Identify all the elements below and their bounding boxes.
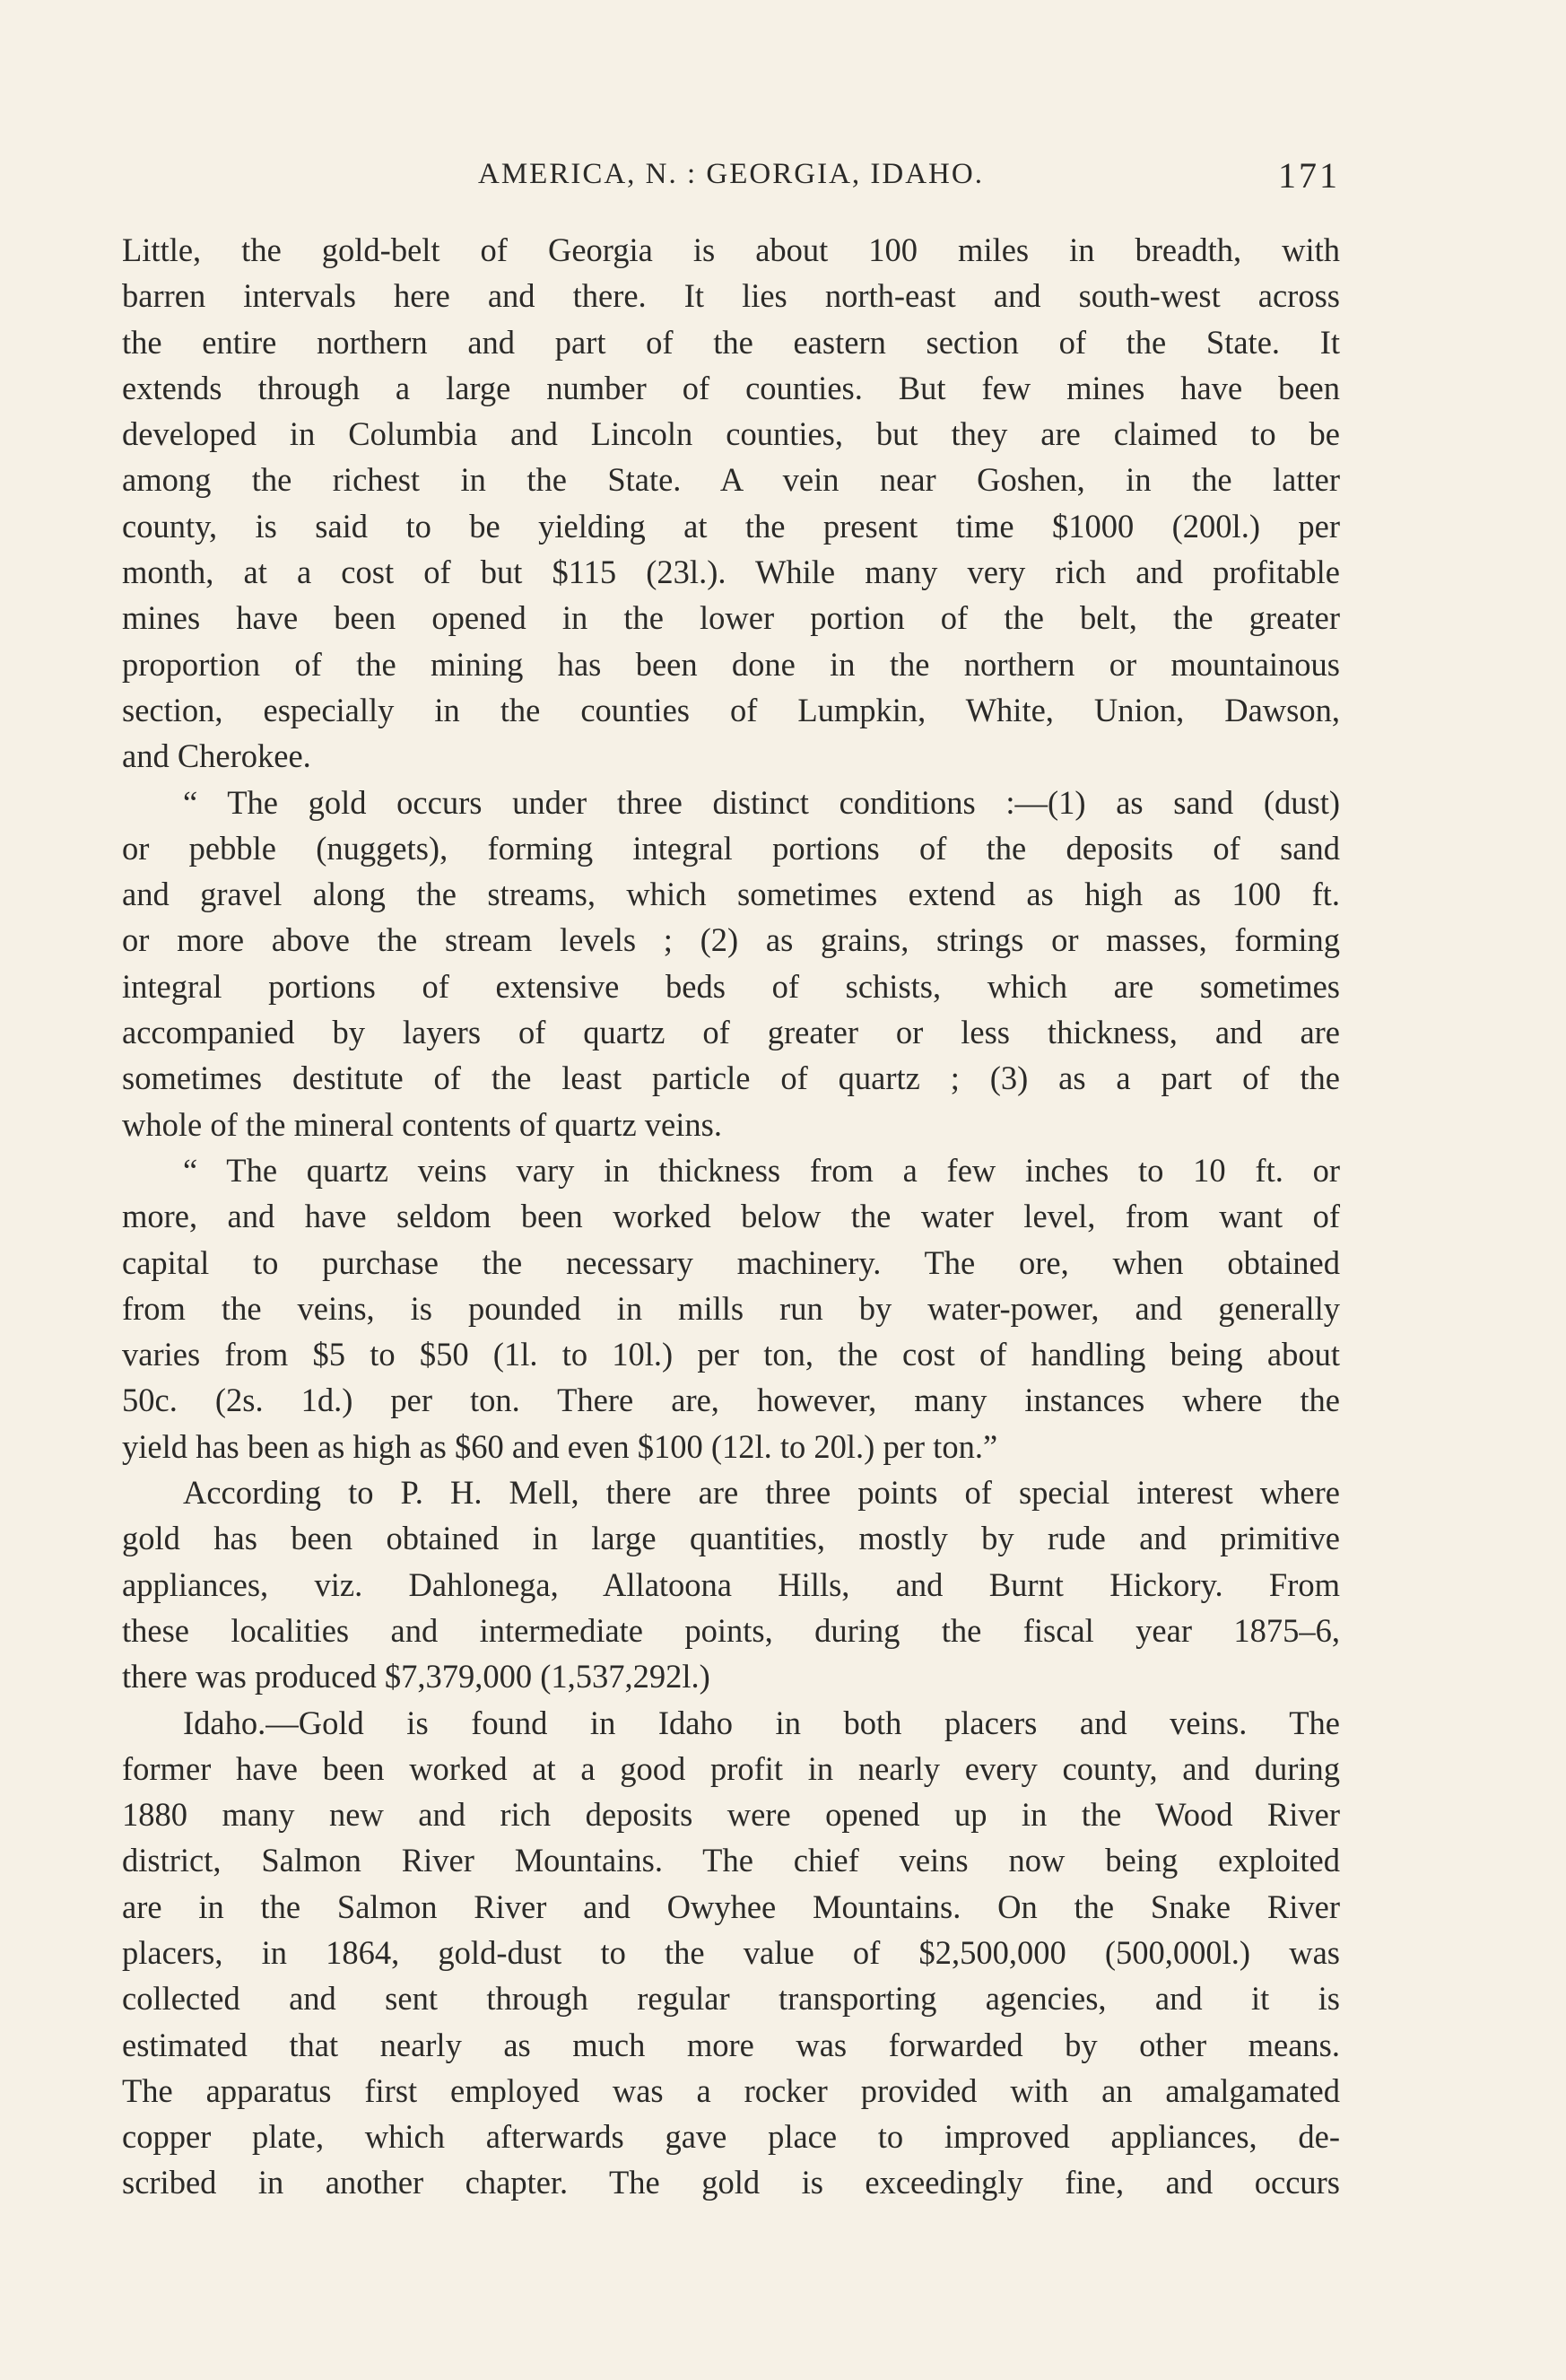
text-line: Little, the gold-belt of Georgia is about 100 miles in breadth, with xyxy=(122,231,1340,268)
text-line: “ The gold occurs under three distinct conditions :—(1) as sand (dust) xyxy=(183,783,1340,821)
text-line: district, Salmon River Mountains. The chief veins now being exploited xyxy=(122,1842,1340,1879)
text-line: and Cherokee. xyxy=(122,737,311,775)
text-line: estimated that nearly as much more was forwarded by other means. xyxy=(122,2026,1340,2063)
paragraph xyxy=(122,227,1340,780)
text-line: Idaho.—Gold is found in Idaho in both placers and veins. The xyxy=(183,1704,1340,1741)
text-line: and gravel along the streams, which sometimes extend as high as 100 ft. xyxy=(122,876,1340,913)
paragraph xyxy=(122,1700,1340,2206)
text-line: county, is said to be yielding at the present time $1000 (200l.) per xyxy=(122,507,1340,545)
text-line: 50c. (2s. 1d.) per ton. There are, however, many instances where the xyxy=(122,1382,1340,1419)
text-line: appliances, viz. Dahlonega, Allatoona Hills, and Burnt Hickory. From xyxy=(122,1565,1340,1603)
body-text xyxy=(122,227,1340,2206)
text-line: extends through a large number of counties. But few mines have been xyxy=(122,369,1340,406)
text-line: The apparatus first employed was a rocker provided with an amalgamated xyxy=(122,2071,1340,2109)
text-line: month, at a cost of but $115 (23l.). While many very rich and profitable xyxy=(122,554,1340,591)
text-line: gold has been obtained in large quantities, mostly by rude and primitive xyxy=(122,1520,1340,1557)
running-head xyxy=(122,154,1340,199)
text-line: proportion of the mining has been done in the northern or mountainous xyxy=(122,645,1340,683)
text-line: more, and have seldom been worked below the water level, from want of xyxy=(122,1198,1340,1235)
text-line: or more above the stream levels ; (2) as grains, strings or masses, forming xyxy=(122,921,1340,959)
text-line: from the veins, is pounded in mills run by water-power, and generally xyxy=(122,1289,1340,1327)
text-line: barren intervals here and there. It lies north-east and south-west across xyxy=(122,277,1340,315)
text-line: collected and sent through regular transporting agencies, and it is xyxy=(122,1980,1340,2018)
text-line: varies from $5 to $50 (1l. to 10l.) per ton, the cost of handling being about xyxy=(122,1336,1340,1373)
text-line: are in the Salmon River and Owyhee Mountains. On the Snake River xyxy=(122,1887,1340,1925)
text-line: section, especially in the counties of Lumpkin, White, Union, Dawson, xyxy=(122,691,1340,728)
text-line: copper plate, which afterwards gave place to improved appliances, de- xyxy=(122,2118,1340,2156)
text-line: among the richest in the State. A vein near Goshen, in the latter xyxy=(122,461,1340,499)
text-line: developed in Columbia and Lincoln counties, but they are claimed to be xyxy=(122,415,1340,453)
text-line: the entire northern and part of the eastern section of the State. It xyxy=(122,323,1340,361)
page-number: 171 xyxy=(1278,155,1340,196)
text-line: sometimes destitute of the least particle of quartz ; (3) as a part of the xyxy=(122,1059,1340,1097)
text-line: these localities and intermediate points, during the fiscal year 1875–6, xyxy=(122,1611,1340,1649)
text-line: placers, in 1864, gold-dust to the value of $2,500,000 (500,000l.) was xyxy=(122,1933,1340,1971)
text-line: yield has been as high as $60 and even $100 (12l. to 20l.) per ton.” xyxy=(122,1427,998,1465)
text-line: scribed in another chapter. The gold is exceedingly fine, and occurs xyxy=(122,2164,1340,2201)
text-line: accompanied by layers of quartz of greater or less thickness, and are xyxy=(122,1014,1340,1051)
text-line: whole of the mineral contents of quartz veins. xyxy=(122,1105,722,1143)
text-line: integral portions of extensive beds of schists, which are sometimes xyxy=(122,967,1340,1005)
text-line: former have been worked at a good profit in nearly every county, and during xyxy=(122,1749,1340,1787)
text-line: 1880 many new and rich deposits were opened up in the Wood River xyxy=(122,1796,1340,1834)
text-line: “ The quartz veins vary in thickness from a few inches to 10 ft. or xyxy=(183,1151,1340,1189)
text-line: mines have been opened in the lower portion of the belt, the greater xyxy=(122,599,1340,637)
text-line: capital to purchase the necessary machinery. The ore, when obtained xyxy=(122,1243,1340,1281)
text-line: or pebble (nuggets), forming integral portions of the deposits of sand xyxy=(122,829,1340,867)
paragraph xyxy=(122,1147,1340,1469)
paragraph xyxy=(122,1469,1340,1699)
text-line: According to P. H. Mell, there are three points of special interest where xyxy=(183,1474,1340,1512)
paragraph xyxy=(122,780,1340,1147)
text-line: there was produced $7,379,000 (1,537,292l.) xyxy=(122,1658,710,1696)
running-title: AMERICA, N. : GEORGIA, IDAHO. xyxy=(478,158,984,190)
